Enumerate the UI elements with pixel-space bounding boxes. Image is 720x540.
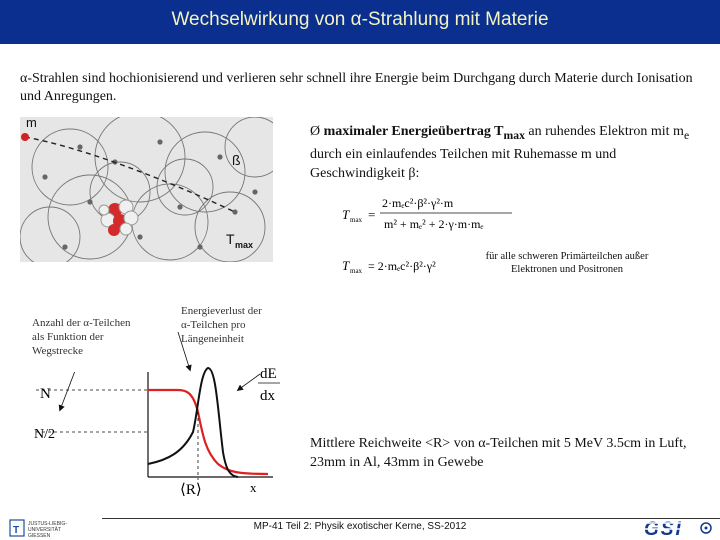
loss-label-line1: Energieverlust der: [181, 305, 262, 317]
de-label: dE: [260, 366, 277, 382]
university-logo: [2, 516, 102, 540]
loss-label: [181, 305, 265, 345]
svg-text:JUSTUS-LIEBIG-: JUSTUS-LIEBIG-: [28, 521, 67, 527]
bullet-text: an ruhendes Elektron mit m: [524, 124, 684, 139]
formula2-lhs: T: [342, 258, 350, 273]
formula1-equals: =: [368, 207, 376, 222]
count-label-line3: Wegstrecke: [32, 345, 84, 357]
count-label-line2: als Funktion der: [32, 331, 104, 343]
n2-label: N/2: [34, 427, 55, 442]
svg-text:UNIVERSITÄT: UNIVERSITÄT: [28, 527, 62, 533]
footer-divider: [8, 518, 720, 519]
formula1-numerator: 2·mₑc²·β²·γ²·m: [382, 196, 454, 210]
count-label-line1: Anzahl der α-Teilchen: [32, 317, 131, 329]
gsi-logo: [640, 517, 718, 539]
bullet-text-end: durch ein einlaufendes Teilchen mit Ruhemasse m und Geschwindigkeit β:: [310, 146, 617, 181]
formula-tmax-full: [340, 190, 520, 236]
intro-text: α-Strahlen sind hochionisierend und verlieren sehr schnell ihre Energie beim Durchgang durch Materie durch Ionisation und Anregungen.: [20, 71, 693, 104]
range-text: Mittlere Reichweite <R> von α-Teilchen mit 5 MeV 3.5cm in Luft, 23mm in Al, 43mm in Gewebe: [310, 436, 687, 470]
svg-text:GSI: GSI: [644, 519, 683, 539]
loss-label-line3: Längeneinheit: [181, 333, 244, 345]
formula2-rhs: = 2·mₑc²·β²·γ²: [368, 259, 436, 273]
bullet-highlight: maximaler Energieübertrag T: [323, 124, 504, 139]
loss-label-line2: α-Teilchen pro: [181, 319, 246, 331]
formula2-lhs-sub: max: [350, 267, 363, 275]
n-label: N: [40, 386, 51, 402]
formula1-lhs-sub: max: [350, 216, 363, 224]
incoming-particle: [21, 133, 29, 141]
bullet-highlight-sub: max: [503, 128, 525, 142]
formula-tmax-approx: [340, 252, 480, 282]
slide-title: Wechselwirkung von α-Strahlung mit Materie: [171, 9, 549, 30]
svg-text:T: T: [13, 525, 20, 536]
formula2-note: für alle schweren Primärteilchen außer Elektronen und Positronen: [485, 251, 649, 275]
range-plot: [28, 302, 298, 502]
tmax-label-sub: max: [235, 240, 254, 250]
bullet-marker: Ø: [310, 124, 321, 139]
footer-text: MP-41 Teil 2: Physik exotischer Kerne, SS-2012: [253, 521, 467, 532]
tmax-label: T: [226, 231, 235, 247]
dx-label: dx: [260, 388, 275, 404]
bullet-text-sub: e: [683, 128, 690, 142]
formula1-lhs: T: [342, 207, 350, 222]
title-bar: [0, 0, 720, 44]
particle-count-curve: [148, 390, 268, 474]
x-axis-label: x: [250, 480, 257, 495]
mean-range-label: ⟨R⟩: [180, 482, 202, 498]
svg-text:GIESSEN: GIESSEN: [28, 533, 51, 539]
formula1-denominator: m² + mₑ² + 2·γ·m·mₑ: [384, 217, 484, 231]
beta-label: ß: [232, 152, 241, 168]
de-label-arrow: [238, 374, 260, 390]
atom-figure: [20, 117, 273, 262]
energy-loss-curve: [148, 368, 238, 477]
energy-transfer-bullet: [310, 122, 705, 183]
mass-label: m: [26, 117, 37, 130]
